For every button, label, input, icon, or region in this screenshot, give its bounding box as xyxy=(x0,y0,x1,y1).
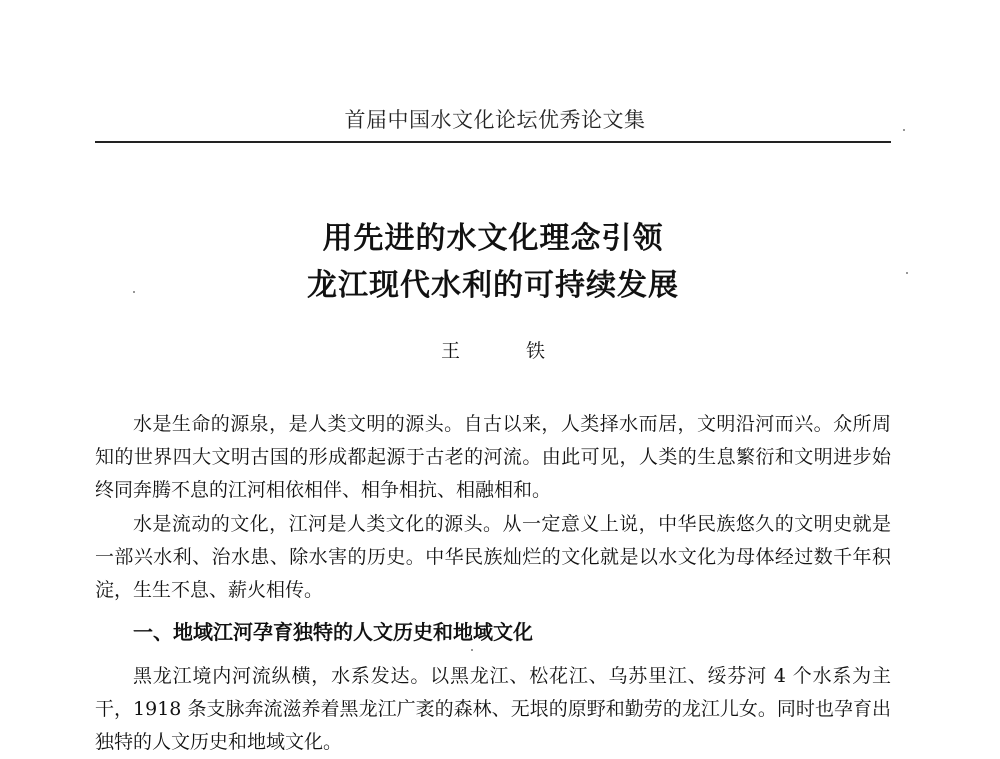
author-name: 王 铁 xyxy=(440,340,576,362)
body-paragraph-2: 水是流动的文化，江河是人类文化的源头。从一定意义上说，中华民族悠久的文明史就是一部兴水利、治水患、除水害的历史。中华民族灿烂的文化就是以水文化为母体经过数千年积淀，生生不息、薪火相传。 xyxy=(95,513,891,601)
section-heading-1: 一、地域江河孕育独特的人文历史和地域文化 xyxy=(133,620,533,644)
scan-speck xyxy=(903,129,905,131)
article-title-line-1: 用先进的水文化理念引领 xyxy=(322,221,664,256)
body-paragraph-1: 水是生命的源泉，是人类文明的源头。自古以来，人类择水而居，文明沿河而兴。众所周知的世界四大文明古国的形成都起源于古老的河流。由此可见，人类的生息繁衍和文明进步始终同奔腾不息的江河相依相伴、相争相抗、相融相和。 xyxy=(95,413,891,501)
running-header: 首届中国水文化论坛优秀论文集 xyxy=(344,108,646,132)
scan-speck xyxy=(133,291,135,293)
scan-speck xyxy=(471,649,473,651)
scan-speck xyxy=(906,272,908,274)
section-1-paragraph: 黑龙江境内河流纵横，水系发达。以黑龙江、松花江、乌苏里江、绥芬河 4 个水系为主干，1918 条支脉奔流滋养着黑龙江广袤的森林、无垠的原野和勤劳的龙江儿女。同时也孕育出独特的人文历史和地域文化。 xyxy=(95,665,891,753)
article-title-line-2: 龙江现代水利的可持续发展 xyxy=(307,268,679,303)
header-rule xyxy=(95,141,891,143)
